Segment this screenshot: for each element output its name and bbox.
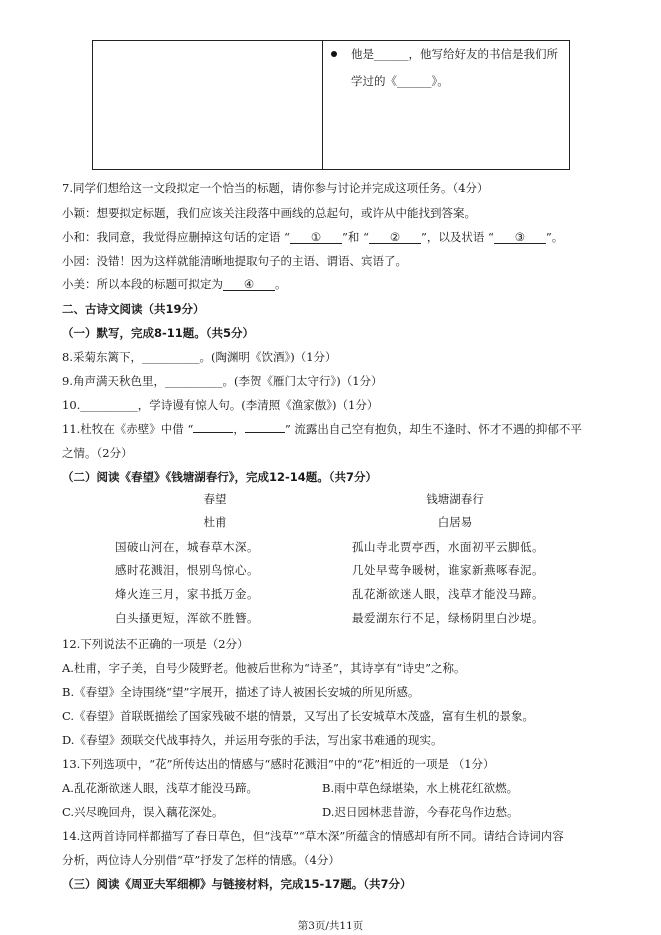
poem-right-line-4: 最爱湖东行不足，绿杨阴里白沙堤。: [352, 611, 544, 625]
q12-option-a[interactable]: A.杜甫，字子美，自号少陵野老。他被后世称为“诗圣”，其诗享有“诗史”之称。: [62, 661, 466, 675]
poem-right-line-1: 孤山寺北贾亭西，水面初平云脚低。: [352, 540, 544, 554]
table-divider: [322, 41, 323, 169]
q13-prompt: 13.下列选项中，“花”所传达出的情感与“感时花溅泪”中的“花”相近的一项是 （1分）: [62, 757, 495, 771]
q11-line2: 之情。（2分）: [62, 446, 133, 460]
section2-heading: 二、古诗文阅读（共19分）: [62, 302, 205, 316]
q14-line2: 分析，两位诗人分别借“草”抒发了怎样的情感。（4分）: [62, 853, 340, 867]
section2-sub1: （一）默写，完成8-11题。（共5分）: [62, 326, 255, 340]
blank-4[interactable]: ④: [223, 278, 275, 291]
q11-line1: [62, 421, 582, 437]
q13-option-b[interactable]: B.雨中草色绿堪染，水上桃花红欲燃。: [322, 781, 519, 795]
q11-text-b: ，: [233, 422, 245, 436]
bullet-icon: [331, 51, 337, 57]
q8: 8.采菊东篱下，__________。(陶渊明《饮酒》)（1分）: [62, 350, 337, 364]
q10: 10.__________，学诗谩有惊人句。(李清照《渔家傲》)（1分）: [62, 398, 379, 412]
q7-xiaohe-text-b: ”和 “: [342, 230, 369, 244]
q11-blank-1[interactable]: [193, 432, 233, 433]
section2-sub3: （三）阅读《周亚夫军细柳》与链接材料，完成15-17题。（共7分）: [62, 877, 412, 891]
q12-prompt: 12.下列说法不正确的一项是（2分）: [62, 637, 249, 651]
poem-right-author: 白居易: [437, 515, 473, 529]
q13-option-d[interactable]: D.迟日园林悲昔游，今春花鸟作边愁。: [322, 805, 519, 819]
table-bullet-line1: 他是______，他写给好友的书信是我们所: [351, 47, 558, 61]
q7-xiaomei-text-a: 小美：所以本段的标题可拟定为: [62, 277, 223, 291]
q11-blank-2[interactable]: [245, 432, 285, 433]
poem-left-author: 杜甫: [203, 515, 227, 529]
blank-3[interactable]: ③: [494, 231, 546, 244]
q7-prompt: 7.同学们想给这一文段拟定一个恰当的标题，请你参与讨论并完成这项任务。（4分）: [62, 181, 489, 195]
page-footer: 第3页/共11页: [297, 920, 364, 932]
poem-left-line-3: 烽火连三月，家书抵万金。: [115, 587, 259, 601]
q7-xiaohe-text-c: ”，以及状语 “: [420, 230, 494, 244]
poem-right-title: 钱塘湖春行: [426, 492, 484, 506]
section2-sub2: （二）阅读《春望》《钱塘湖春行》，完成12-14题。（共7分）: [62, 470, 378, 484]
q7-xiaomei: [62, 276, 287, 292]
blank-1[interactable]: ①: [290, 231, 342, 244]
q7-xiaoying: 小颖：想要拟定标题，我们应该关注段落中画线的总起句，或许从中能找到答案。: [62, 206, 476, 220]
q7-xiaohe-text-a: 小和：我同意，我觉得应删掉这句话的定语 “: [62, 230, 291, 244]
q12-option-b[interactable]: B.《春望》全诗围绕“望”字展开，描述了诗人被困长安城的所见所感。: [62, 685, 420, 699]
answer-table: [92, 40, 570, 170]
q7-xiaohe-text-d: ”。: [545, 230, 564, 244]
q13-option-c[interactable]: C.兴尽晚回舟，误入藕花深处。: [62, 805, 224, 819]
poem-left-line-2: 感时花溅泪，恨别鸟惊心。: [115, 563, 259, 577]
poem-left-line-4: 白头搔更短，浑欲不胜簪。: [115, 611, 259, 625]
q13-option-a[interactable]: A.乱花渐欲迷人眼，浅草才能没马蹄。: [62, 781, 258, 795]
q14-line1: 14.这两首诗同样都描写了春日草色，但“浅草”“草木深”所蕴含的情感却有所不同。请结合诗词内容: [62, 829, 564, 843]
q11-text-a: 11.杜牧在《赤壁》中借 “: [62, 422, 194, 436]
table-bullet-line2: 学过的《______》。: [351, 74, 449, 88]
poem-left-title: 春望: [203, 492, 227, 506]
poem-right-line-3: 乱花渐欲迷人眼，浅草才能没马蹄。: [352, 587, 544, 601]
q12-option-d[interactable]: D.《春望》颈联交代战事持久，并运用夸张的手法，写出家书难通的现实。: [62, 733, 443, 747]
q7-xiaomei-text-b: 。: [275, 277, 287, 291]
q9: 9.角声满天秋色里，__________。(李贺《雁门太守行》)（1分）: [62, 374, 383, 388]
poem-left-line-1: 国破山河在，城春草木深。: [115, 540, 259, 554]
poem-right-line-2: 几处早莺争暖树，谁家新燕啄春泥。: [352, 563, 544, 577]
q7-xiaoyuan: 小园：没错！因为这样就能清晰地提取句子的主语、谓语、宾语了。: [62, 254, 407, 268]
q7-xiaohe: [62, 229, 563, 245]
q12-option-c[interactable]: C.《春望》首联既描绘了国家残破不堪的情景，又写出了长安城草木茂盛，富有生机的景象。: [62, 709, 535, 723]
blank-2[interactable]: ②: [369, 231, 421, 244]
q11-text-c: ” 流露出自己空有抱负，却生不逢时、怀才不遇的抑郁不平: [284, 422, 582, 436]
